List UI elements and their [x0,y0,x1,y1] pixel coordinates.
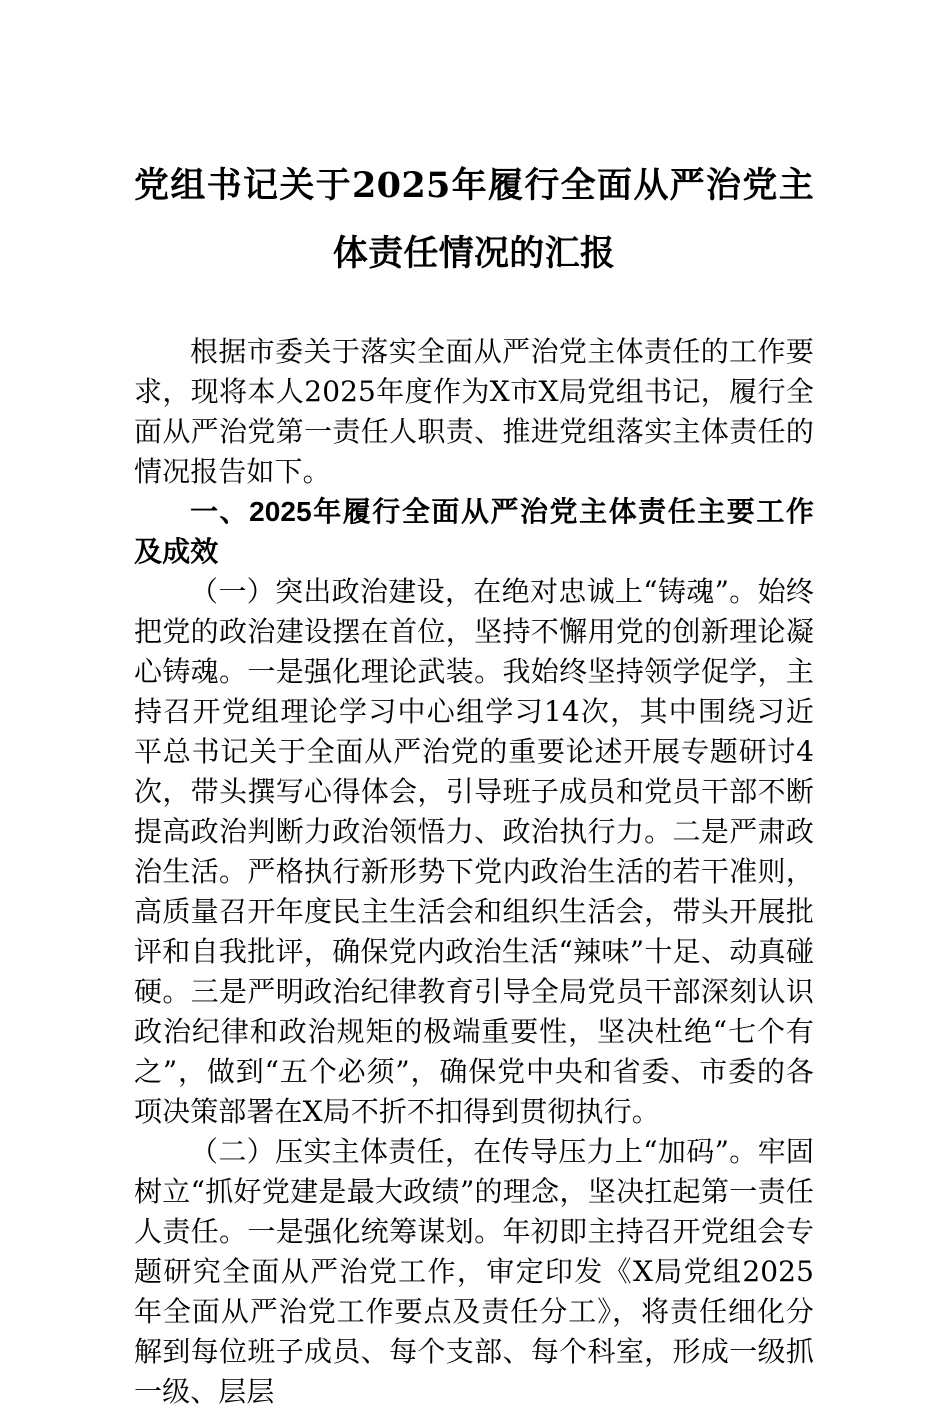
section-1-paragraph-1: （一）突出政治建设，在绝对忠诚上“铸魂”。始终把党的政治建设摆在首位，坚持不懈用党的创新理论凝心铸魂。一是强化理论武装。我始终坚持领学促学，主持召开党组理论学习中心组学习14次，其中围绕习近平总书记关于全面从严治党的重要论述开展专题研讨4次，带头撰写心得体会，引导班子成员和党员干部不断提高政治判断力政治领悟力、政治执行力。二是严肃政治生活。严格执行新形势下党内政治生活的若干准则，高质量召开年度民主生活会和组织生活会，带头开展批评和自我批评，确保党内政治生活“辣味”十足、动真碰硬。三是严明政治纪律教育引导全局党员干部深刻认识政治纪律和政治规矩的极端重要性，坚决杜绝“七个有之”，做到“五个必须”，确保党中央和省委、市委的各项决策部署在X局不折不扣得到贯彻执行。 [134,575,814,1128]
page-title: 党组书记关于2025年履行全面从严治党主体责任情况的汇报 [134,165,814,274]
intro-paragraph: 根据市委关于落实全面从严治党主体责任的工作要求，现将本人2025年度作为X市X局党组书记，履行全面从严治党第一责任人职责、推进党组落实主体责任的情况报告如下。 [134,335,814,488]
section-heading-1: 一、2025年履行全面从严治党主体责任主要工作及成效 [134,496,814,567]
section-1-paragraph-2: （二）压实主体责任，在传导压力上“加码”。牢固树立“抓好党建是最大政绩”的理念，坚决扛起第一责任人责任。一是强化统筹谋划。年初即主持召开党组会专题研究全面从严治党工作，审定印发《X局党组2025年全面从严治党工作要点及责任分工》，将责任细化分解到每位班子成员、每个支部、每个科室，形成一级抓一级、层层 [134,1135,814,1408]
document-content-column [134,0,814,1412]
